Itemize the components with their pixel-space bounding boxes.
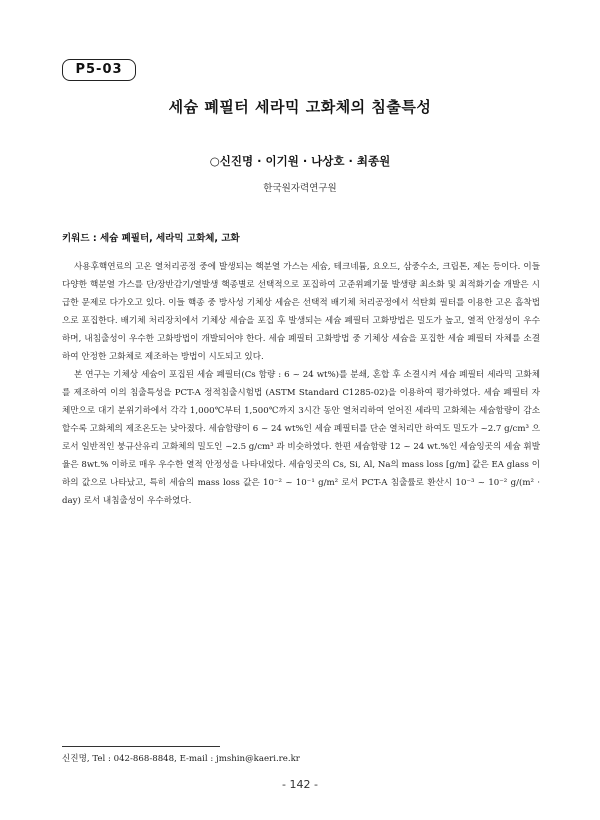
footnote: 신진명, Tel : 042-868-8848, E-mail : jmshin@kaeri.re.kr — [62, 754, 300, 764]
abstract-paragraph-2: 본 연구는 기체상 세슘이 포집된 세슘 폐필터(Cs 함량 : 6 ~ 24 wt%)를 분쇄, 혼합 후 소결시켜 세슘 폐필터 세라믹 고화체를 제조하여 이의 침출특성을 PCT-A 정적침출시험법 (ASTM Standard C1285-02)을 이용하여 평가하였다. 세슘 폐필터 자체만으로 대기 분위기하에서 각각 1,000℃부터 1,500℃까지 3시간 동안 열처리하여 얻어진 세라믹 고화체는 세슘함량이 감소할수록 고화체의 제조온도는 낮아졌다. 세슘함량이 6 ~ 24 wt%인 세슘 폐필터를 단순 열처리만 하여도 밀도가 ~2.7 g/cm³ 으로서 일반적인 붕규산유리 고화체의 밀도인 ~2.5 g/cm³ 과 비슷하였다. 한편 세슘함량 12 ~ 24 wt.%인 세슘잉곳의 세슘 휘발율은 8wt.% 이하로 매우 우수한 열적 안정성을 나타내었다. 세슘잉곳의 Cs, Si, Al, Na의 mass loss [g/m] 값은 EA glass 이하의 값으로 나타났고, 특히 세슘의 mass loss 값은 10⁻² ~ 10⁻¹ g/m² 로서 PCT-A 침출률로 환산시 10⁻³ ~ 10⁻² g/(m² · day) 로서 내침출성이 우수하였다. — [62, 370, 540, 506]
page-number: - 142 - — [282, 778, 318, 791]
paper-title: 세슘 폐필터 세라믹 고화체의 침출특성 — [168, 98, 432, 116]
keywords: 키워드 : 세슘 폐필터, 세라믹 고화체, 고화 — [62, 233, 240, 244]
author-list: ○신진명 · 이기원 · 나상호 · 최종원 — [209, 154, 391, 168]
session-code-badge: P5-03 — [62, 59, 136, 81]
abstract-body — [62, 258, 540, 510]
abstract-paragraph-1: 사용후핵연료의 고온 열처리공정 중에 발생되는 핵분열 가스는 세슘, 테크네튬, 요오드, 삼중수소, 크립톤, 제논 등이다. 이들 다양한 핵분열 가스를 단/장반감기/열발생 핵종별로 선택적으로 포집하여 고준위폐기물 발생량 최소화 및 최적화기술 개발은 시급한 문제로 다가오고 있다. 이들 핵종 중 방사성 기체상 세슘은 선택적 배기체 처리공정에서 석탄회 필터를 이용한 고온 흡착법으로 포집한다. 배기체 처리장치에서 기체상 세슘을 포집 후 발생되는 세슘 폐필터 고화방법은 밀도가 높고, 열적 안정성이 우수하며, 내침출성이 우수한 고화방법이 개발되어야 한다. 세슘 폐필터 고화방법 중 기체상 세슘을 포집한 세슘 폐필터 자체를 소결하여 안정한 고화체로 제조하는 방법이 시도되고 있다. — [62, 262, 540, 362]
footnote-divider — [62, 746, 220, 747]
affiliation: 한국원자력연구원 — [263, 183, 337, 194]
